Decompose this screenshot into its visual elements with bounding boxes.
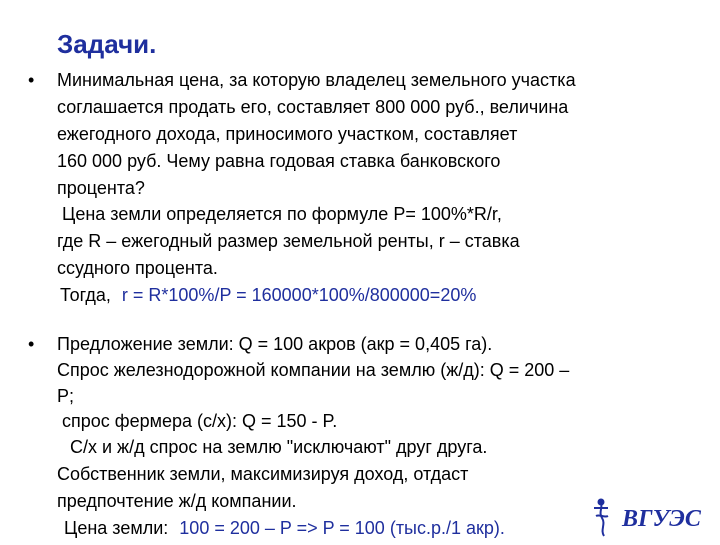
task1-line-5: процента? (57, 178, 145, 198)
task1-line-2: соглашается продать его, составляет 800 000 руб., величина (57, 97, 569, 117)
task1-line-7: где R – ежегодный размер земельной ренты, r – ставка (57, 231, 520, 251)
task2-result-formula: 100 = 200 – P => P = 100 (тыс.р./1 акр). (179, 518, 505, 538)
task2-line-3: P; (57, 386, 75, 406)
task1-formula-definition: Цена земли определяется по формуле P= 100%*R/r, (62, 204, 502, 224)
task1-line-8: ссудного процента. (57, 258, 218, 278)
task1-line-1: Минимальная цена, за которую владелец земельного участка (57, 70, 576, 90)
task2-line-5: С/х и ж/д спрос на землю "исключают" друг друга. (70, 437, 488, 457)
bullet-task-1: • (28, 70, 35, 90)
bullet-task-2: • (28, 334, 35, 354)
task1-result-formula: r = R*100%/P = 160000*100%/800000=20% (121, 285, 477, 305)
task2-result (64, 516, 505, 540)
task2-result-prefix: Цена земли: (64, 518, 169, 538)
logo-text: ВГУЭС (622, 506, 701, 532)
task1-line-3: ежегодного дохода, приносимого участком, составляет (57, 124, 518, 144)
slide-title: Задачи. (57, 29, 157, 59)
task2-line-7: предпочтение ж/д компании. (57, 491, 297, 511)
task1-line-4: 160 000 руб. Чему равна годовая ставка банковского (57, 151, 501, 171)
task2-line-6: Собственник земли, максимизируя доход, отдаст (57, 464, 469, 484)
task2-line-1: Предложение земли: Q = 100 акров (акр = 0,405 га). (57, 334, 493, 354)
task2-line-4: спрос фермера (с/х): Q = 150 - P. (62, 411, 338, 431)
task1-result-prefix: Тогда, (60, 285, 111, 305)
task1-result (60, 283, 476, 307)
task2-line-2: Спрос железнодорожной компании на землю (ж/д): Q = 200 – (57, 360, 570, 380)
university-logo-icon (588, 494, 720, 540)
